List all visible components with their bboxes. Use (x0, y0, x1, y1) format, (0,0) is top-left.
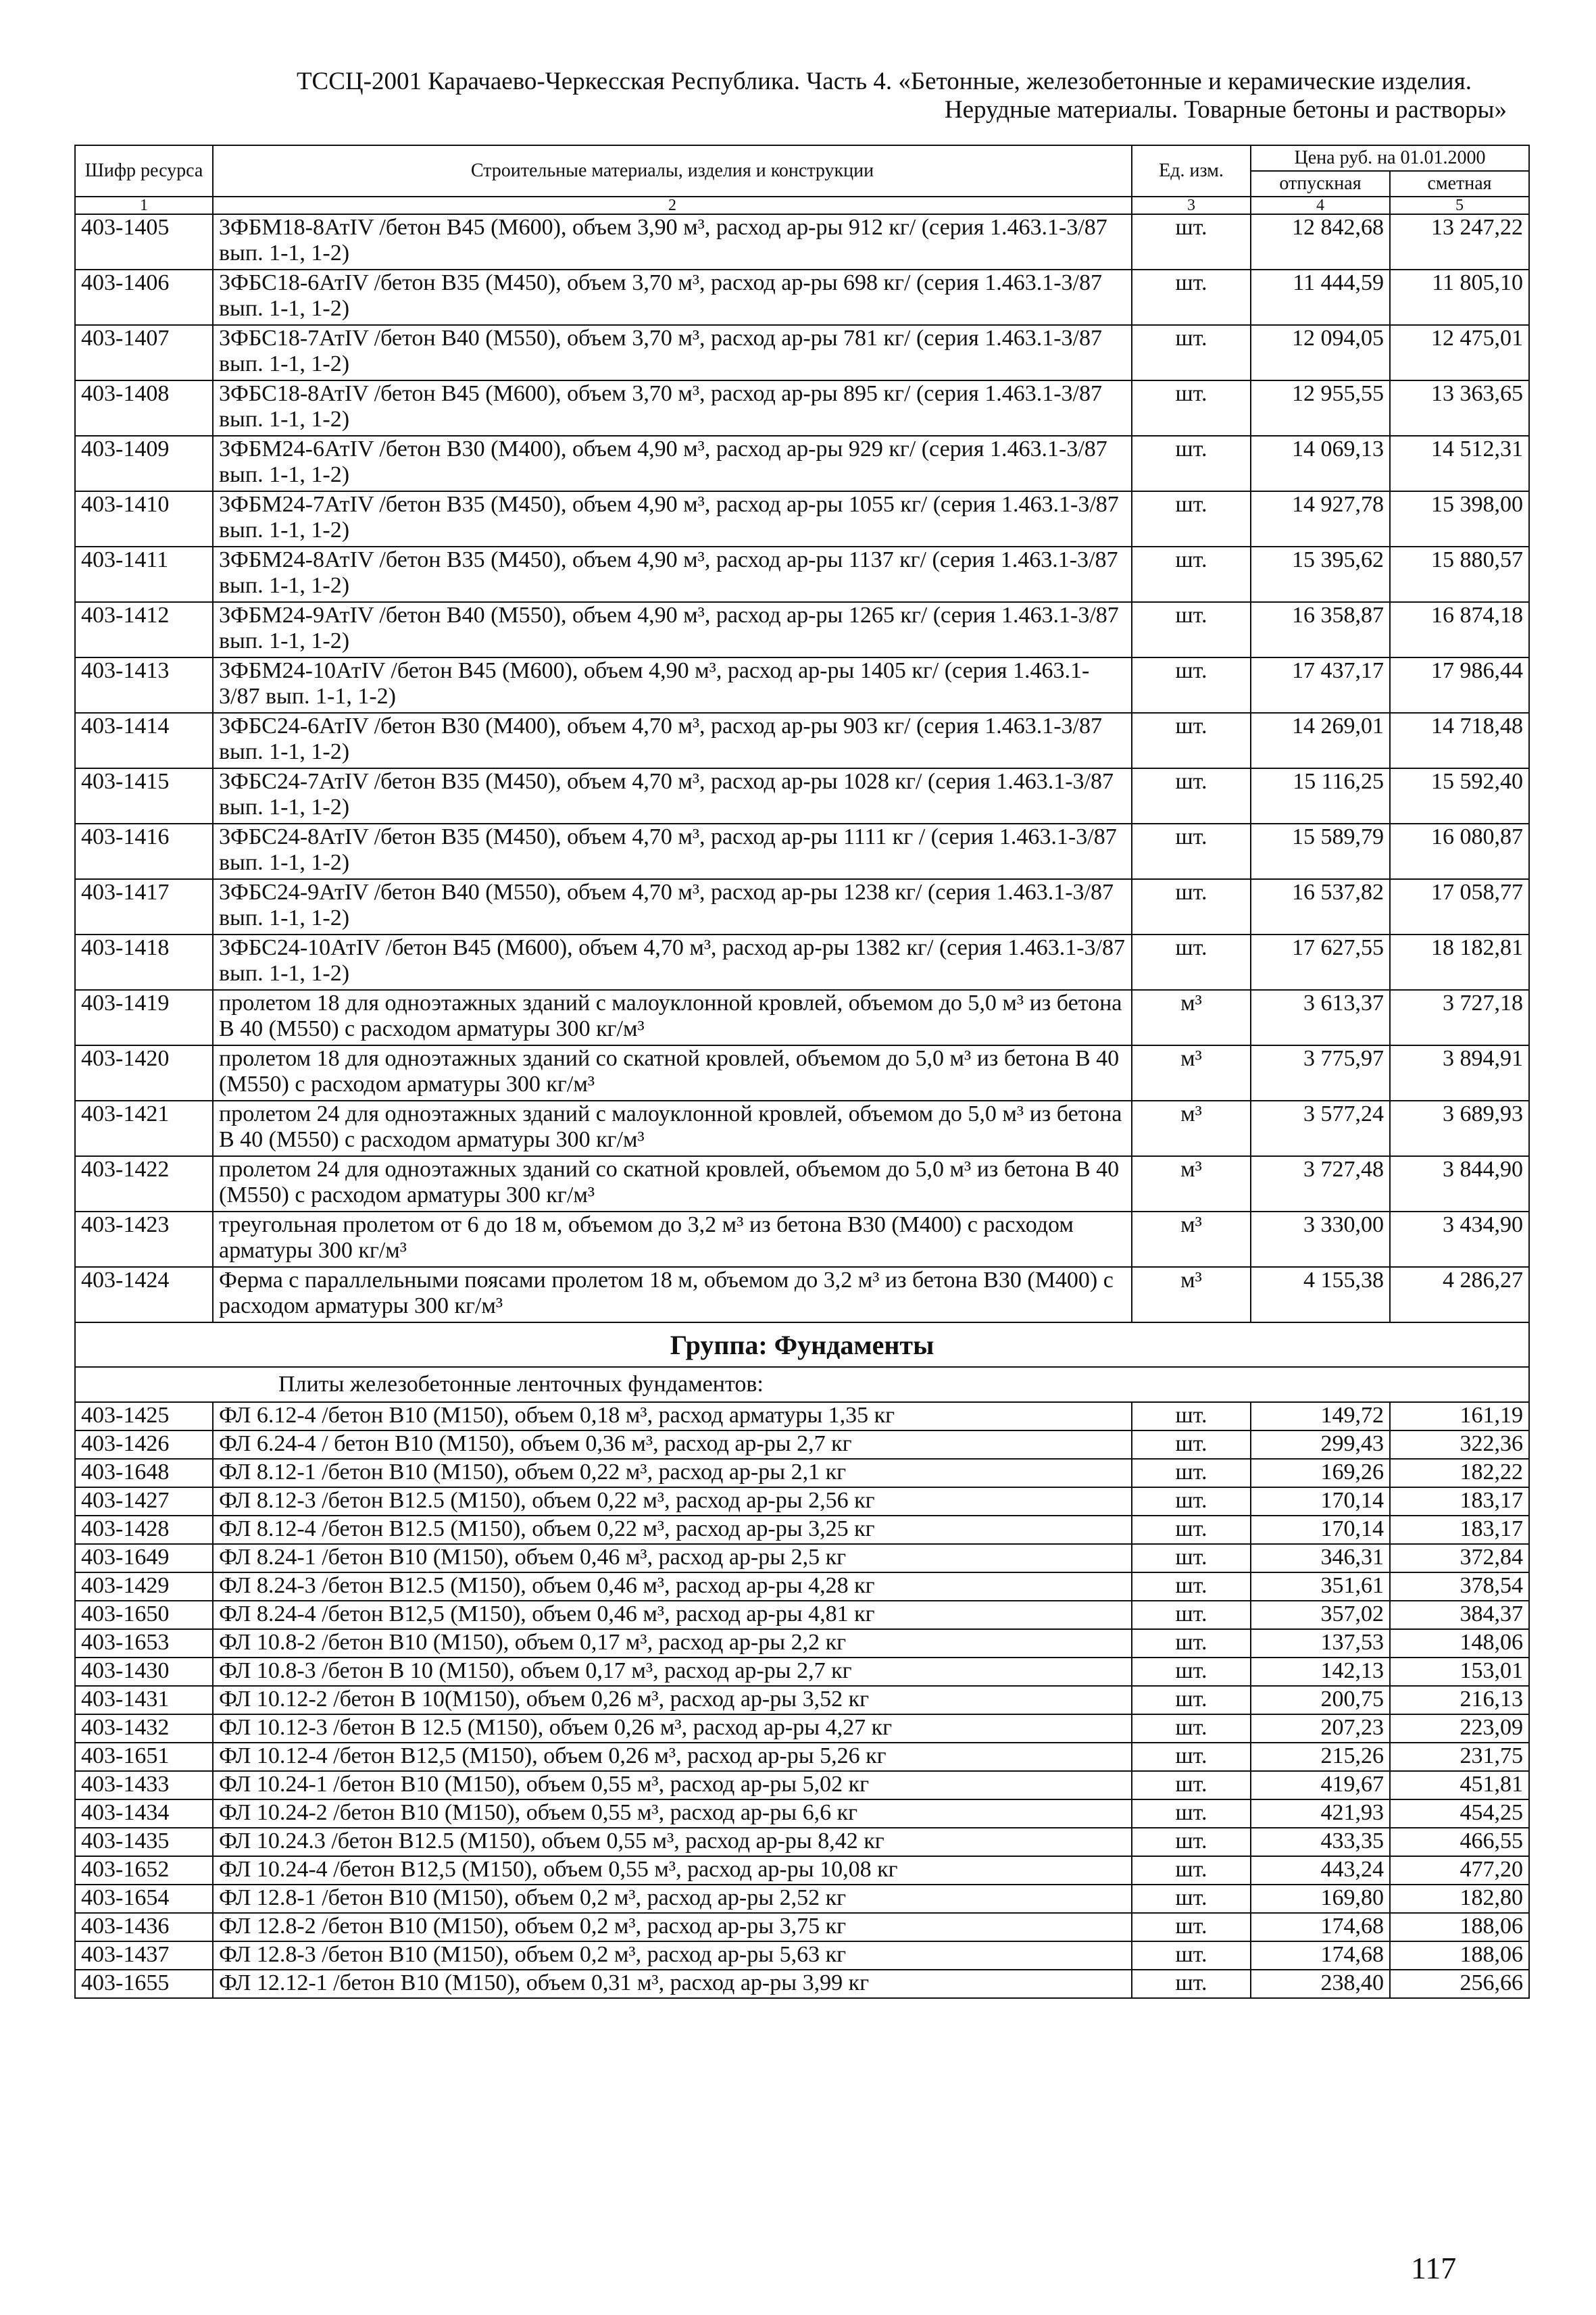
estimate-price: 148,06 (1390, 1629, 1529, 1658)
release-price: 16 537,82 (1251, 879, 1390, 935)
item-description: ФЛ 6.12-4 /бетон В10 (М150), объем 0,18 м³, расход арматуры 1,35 кг (213, 1402, 1132, 1430)
unit-cell: шт. (1132, 1771, 1251, 1799)
item-description: ФЛ 10.24.3 /бетон В12.5 (М150), объем 0,55 м³, расход ар-ры 8,42 кг (213, 1828, 1132, 1856)
table-row (75, 1771, 1529, 1799)
unit-cell: м³ (1132, 1156, 1251, 1212)
estimate-price: 14 512,31 (1390, 436, 1529, 491)
estimate-price: 4 286,27 (1390, 1267, 1529, 1322)
release-price: 207,23 (1251, 1714, 1390, 1743)
unit-cell: шт. (1132, 1459, 1251, 1487)
estimate-price: 17 986,44 (1390, 657, 1529, 713)
estimate-price: 15 398,00 (1390, 491, 1529, 547)
release-price: 15 395,62 (1251, 547, 1390, 602)
unit-cell: шт. (1132, 1402, 1251, 1430)
unit-cell: шт. (1132, 1430, 1251, 1459)
item-description: Ферма с параллельными поясами пролетом 18 м, объемом до 3,2 м³ из бетона В30 (М400) с расходом арматуры 300 кг/м³ (213, 1267, 1132, 1322)
estimate-price: 223,09 (1390, 1714, 1529, 1743)
release-price: 3 727,48 (1251, 1156, 1390, 1212)
estimate-price: 18 182,81 (1390, 935, 1529, 990)
subgroup-title: Плиты железобетонные ленточных фундаментов: (75, 1367, 1529, 1402)
estimate-price: 15 592,40 (1390, 768, 1529, 824)
resource-code: 403-1434 (75, 1799, 213, 1828)
resource-code: 403-1424 (75, 1267, 213, 1322)
table-row (75, 436, 1529, 491)
release-price: 419,67 (1251, 1771, 1390, 1799)
estimate-price: 183,17 (1390, 1516, 1529, 1544)
unit-cell: шт. (1132, 657, 1251, 713)
release-price: 3 330,00 (1251, 1212, 1390, 1267)
estimate-price: 12 475,01 (1390, 325, 1529, 380)
release-price: 346,31 (1251, 1544, 1390, 1572)
col-release-header: отпускная (1251, 171, 1390, 197)
release-price: 12 842,68 (1251, 214, 1390, 270)
item-description: ФЛ 6.24-4 / бетон В10 (М150), объем 0,36 м³, расход ар-ры 2,7 кг (213, 1430, 1132, 1459)
release-price: 433,35 (1251, 1828, 1390, 1856)
estimate-price: 256,66 (1390, 1970, 1529, 1998)
release-price: 15 116,25 (1251, 768, 1390, 824)
table-row (75, 1799, 1529, 1828)
resource-code: 403-1409 (75, 436, 213, 491)
unit-cell: шт. (1132, 1629, 1251, 1658)
table-row (75, 1743, 1529, 1771)
table-row (75, 1572, 1529, 1601)
resource-code: 403-1436 (75, 1913, 213, 1941)
group-title: Группа: Фундаменты (75, 1322, 1529, 1367)
table-row (75, 491, 1529, 547)
table-row (75, 1658, 1529, 1686)
unit-cell: шт. (1132, 547, 1251, 602)
resource-code: 403-1408 (75, 380, 213, 436)
group-row (75, 1322, 1529, 1367)
release-price: 3 613,37 (1251, 990, 1390, 1045)
estimate-price: 13 247,22 (1390, 214, 1529, 270)
item-description: 3ФБМ18-8АтIV /бетон В45 (М600), объем 3,90 м³, расход ар-ры 912 кг/ (серия 1.463.1-3/87 вып. 1-1, 1-2) (213, 214, 1132, 270)
item-description: ФЛ 8.12-3 /бетон В12.5 (М150), объем 0,22 м³, расход ар-ры 2,56 кг (213, 1487, 1132, 1516)
release-price: 142,13 (1251, 1658, 1390, 1686)
col-number: 2 (213, 197, 1132, 214)
unit-cell: шт. (1132, 1487, 1251, 1516)
item-description: ФЛ 12.8-2 /бетон В10 (М150), объем 0,2 м³, расход ар-ры 3,75 кг (213, 1913, 1132, 1941)
item-description: ФЛ 12.8-1 /бетон В10 (М150), объем 0,2 м³, расход ар-ры 2,52 кг (213, 1885, 1132, 1913)
table-row (75, 1101, 1529, 1156)
table-row (75, 824, 1529, 879)
item-description: пролетом 18 для одноэтажных зданий с малоуклонной кровлей, объемом до 5,0 м³ из бетона В 40 (М550) с расходом арматуры 300 кг/м³ (213, 990, 1132, 1045)
release-price: 16 358,87 (1251, 602, 1390, 657)
header-line-2: Нерудные материалы. Товарные бетоны и растворы» (944, 96, 1507, 124)
estimate-price: 153,01 (1390, 1658, 1529, 1686)
table-row (75, 380, 1529, 436)
estimate-price: 466,55 (1390, 1828, 1529, 1856)
page-number: 117 (1411, 2251, 1457, 2285)
item-description: пролетом 18 для одноэтажных зданий со скатной кровлей, объемом до 5,0 м³ из бетона В 40 (М550) с расходом арматуры 300 кг/м³ (213, 1045, 1132, 1101)
resource-code: 403-1648 (75, 1459, 213, 1487)
table-row (75, 1686, 1529, 1714)
col-estimate-header: сметная (1390, 171, 1529, 197)
unit-cell: м³ (1132, 1101, 1251, 1156)
resource-code: 403-1433 (75, 1771, 213, 1799)
item-description: 3ФБС24-7АтIV /бетон В35 (М450), объем 4,70 м³, расход ар-ры 1028 кг/ (серия 1.463.1-3/87 вып. 1-1, 1-2) (213, 768, 1132, 824)
estimate-price: 182,22 (1390, 1459, 1529, 1487)
resource-code: 403-1655 (75, 1970, 213, 1998)
table-row (75, 1629, 1529, 1658)
release-price: 351,61 (1251, 1572, 1390, 1601)
table-row (75, 1430, 1529, 1459)
estimate-price: 231,75 (1390, 1743, 1529, 1771)
estimate-price: 384,37 (1390, 1601, 1529, 1629)
unit-cell: шт. (1132, 1913, 1251, 1941)
resource-code: 403-1435 (75, 1828, 213, 1856)
release-price: 17 437,17 (1251, 657, 1390, 713)
resource-code: 403-1407 (75, 325, 213, 380)
resource-code: 403-1420 (75, 1045, 213, 1101)
item-description: ФЛ 10.8-2 /бетон В10 (М150), объем 0,17 м³, расход ар-ры 2,2 кг (213, 1629, 1132, 1658)
col-number: 3 (1132, 197, 1251, 214)
release-price: 200,75 (1251, 1686, 1390, 1714)
resource-code: 403-1415 (75, 768, 213, 824)
item-description: 3ФБС18-8АтIV /бетон В45 (М600), объем 3,70 м³, расход ар-ры 895 кг/ (серия 1.463.1-3/87 вып. 1-1, 1-2) (213, 380, 1132, 436)
unit-cell: шт. (1132, 1544, 1251, 1572)
item-description: 3ФБМ24-9АтIV /бетон В40 (М550), объем 4,90 м³, расход ар-ры 1265 кг/ (серия 1.463.1-3/87 вып. 1-1, 1-2) (213, 602, 1132, 657)
release-price: 169,26 (1251, 1459, 1390, 1487)
item-description: ФЛ 10.24-4 /бетон В12,5 (М150), объем 0,55 м³, расход ар-ры 10,08 кг (213, 1856, 1132, 1885)
estimate-price: 378,54 (1390, 1572, 1529, 1601)
resource-code: 403-1411 (75, 547, 213, 602)
table-row (75, 1885, 1529, 1913)
unit-cell: шт. (1132, 1856, 1251, 1885)
table-row (75, 1045, 1529, 1101)
unit-cell: шт. (1132, 270, 1251, 325)
table-row (75, 602, 1529, 657)
item-description: ФЛ 10.12-3 /бетон В 12.5 (М150), объем 0,26 м³, расход ар-ры 4,27 кг (213, 1714, 1132, 1743)
table-row (75, 1913, 1529, 1941)
table-row (75, 1402, 1529, 1430)
item-description: 3ФБС24-6АтIV /бетон В30 (М400), объем 4,70 м³, расход ар-ры 903 кг/ (серия 1.463.1-3/87 вып. 1-1, 1-2) (213, 713, 1132, 768)
release-price: 149,72 (1251, 1402, 1390, 1430)
col-number: 5 (1390, 197, 1529, 214)
table-row (75, 547, 1529, 602)
item-description: 3ФБС24-10АтIV /бетон В45 (М600), объем 4,70 м³, расход ар-ры 1382 кг/ (серия 1.463.1-3/87 вып. 1-1, 1-2) (213, 935, 1132, 990)
unit-cell: шт. (1132, 768, 1251, 824)
item-description: 3ФБС18-7АтIV /бетон В40 (М550), объем 3,70 м³, расход ар-ры 781 кг/ (серия 1.463.1-3/87 вып. 1-1, 1-2) (213, 325, 1132, 380)
unit-cell: шт. (1132, 1686, 1251, 1714)
item-description: 3ФБМ24-6АтIV /бетон В30 (М400), объем 4,90 м³, расход ар-ры 929 кг/ (серия 1.463.1-3/87 вып. 1-1, 1-2) (213, 436, 1132, 491)
resource-code: 403-1649 (75, 1544, 213, 1572)
estimate-price: 182,80 (1390, 1885, 1529, 1913)
item-description: 3ФБМ24-8АтIV /бетон В35 (М450), объем 4,90 м³, расход ар-ры 1137 кг/ (серия 1.463.1-3/87 вып. 1-1, 1-2) (213, 547, 1132, 602)
table-row (75, 214, 1529, 270)
resource-code: 403-1654 (75, 1885, 213, 1913)
estimate-price: 188,06 (1390, 1941, 1529, 1970)
release-price: 421,93 (1251, 1799, 1390, 1828)
item-description: ФЛ 12.8-3 /бетон В10 (М150), объем 0,2 м³, расход ар-ры 5,63 кг (213, 1941, 1132, 1970)
release-price: 3 775,97 (1251, 1045, 1390, 1101)
release-price: 299,43 (1251, 1430, 1390, 1459)
table-row (75, 1970, 1529, 1998)
resource-code: 403-1422 (75, 1156, 213, 1212)
release-price: 443,24 (1251, 1856, 1390, 1885)
unit-cell: м³ (1132, 1267, 1251, 1322)
resource-code: 403-1425 (75, 1402, 213, 1430)
table-row (75, 1459, 1529, 1487)
resource-code: 403-1650 (75, 1601, 213, 1629)
release-price: 169,80 (1251, 1885, 1390, 1913)
release-price: 17 627,55 (1251, 935, 1390, 990)
resource-code: 403-1430 (75, 1658, 213, 1686)
estimate-price: 451,81 (1390, 1771, 1529, 1799)
col-number: 1 (75, 197, 213, 214)
table-row (75, 1601, 1529, 1629)
item-description: 3ФБС18-6АтIV /бетон В35 (М450), объем 3,70 м³, расход ар-ры 698 кг/ (серия 1.463.1-3/87 вып. 1-1, 1-2) (213, 270, 1132, 325)
header-line-1: ТССЦ-2001 Карачаево-Черкесская Республика. Часть 4. «Бетонные, железобетонные и керамические изделия. (296, 68, 1472, 95)
item-description: ФЛ 8.12-1 /бетон В10 (М150), объем 0,22 м³, расход ар-ры 2,1 кг (213, 1459, 1132, 1487)
estimate-price: 3 844,90 (1390, 1156, 1529, 1212)
table-row (75, 1828, 1529, 1856)
table-row (75, 990, 1529, 1045)
unit-cell: шт. (1132, 1885, 1251, 1913)
table-row (75, 768, 1529, 824)
table-row (75, 1516, 1529, 1544)
item-description: ФЛ 8.12-4 /бетон В12.5 (М150), объем 0,22 м³, расход ар-ры 3,25 кг (213, 1516, 1132, 1544)
table-row (75, 1212, 1529, 1267)
unit-cell: шт. (1132, 713, 1251, 768)
resource-code: 403-1437 (75, 1941, 213, 1970)
resource-code: 403-1419 (75, 990, 213, 1045)
resource-code: 403-1428 (75, 1516, 213, 1544)
table-row (75, 879, 1529, 935)
unit-cell: шт. (1132, 1799, 1251, 1828)
resource-code: 403-1427 (75, 1487, 213, 1516)
resource-code: 403-1413 (75, 657, 213, 713)
unit-cell: шт. (1132, 824, 1251, 879)
estimate-price: 477,20 (1390, 1856, 1529, 1885)
item-description: 3ФБМ24-10АтIV /бетон В45 (М600), объем 4,90 м³, расход ар-ры 1405 кг/ (серия 1.463.1-3/87 вып. 1-1, 1-2) (213, 657, 1132, 713)
estimate-price: 188,06 (1390, 1913, 1529, 1941)
table-body-bottom (75, 1402, 1529, 1998)
release-price: 137,53 (1251, 1629, 1390, 1658)
resource-code: 403-1651 (75, 1743, 213, 1771)
release-price: 15 589,79 (1251, 824, 1390, 879)
unit-cell: шт. (1132, 214, 1251, 270)
release-price: 14 269,01 (1251, 713, 1390, 768)
unit-cell: шт. (1132, 1658, 1251, 1686)
unit-cell: шт. (1132, 602, 1251, 657)
col-code-header: Шифр ресурса (75, 145, 213, 197)
resource-code: 403-1432 (75, 1714, 213, 1743)
table-row (75, 325, 1529, 380)
estimate-price: 3 434,90 (1390, 1212, 1529, 1267)
table-row (75, 1487, 1529, 1516)
item-description: треугольная пролетом от 6 до 18 м, объемом до 3,2 м³ из бетона В30 (М400) с расходом арматуры 300 кг/м³ (213, 1212, 1132, 1267)
unit-cell: шт. (1132, 380, 1251, 436)
unit-cell: шт. (1132, 1516, 1251, 1544)
table-row (75, 1156, 1529, 1212)
estimate-price: 13 363,65 (1390, 380, 1529, 436)
resource-code: 403-1405 (75, 214, 213, 270)
estimate-price: 454,25 (1390, 1799, 1529, 1828)
estimate-price: 16 874,18 (1390, 602, 1529, 657)
table-row (75, 1714, 1529, 1743)
price-header: Цена руб. на 01.01.2000 (1251, 145, 1529, 171)
release-price: 3 577,24 (1251, 1101, 1390, 1156)
table-row (75, 1941, 1529, 1970)
estimate-price: 372,84 (1390, 1544, 1529, 1572)
resource-code: 403-1406 (75, 270, 213, 325)
item-description: ФЛ 12.12-1 /бетон В10 (М150), объем 0,31 м³, расход ар-ры 3,99 кг (213, 1970, 1132, 1998)
estimate-price: 216,13 (1390, 1686, 1529, 1714)
release-price: 11 444,59 (1251, 270, 1390, 325)
item-description: ФЛ 10.24-1 /бетон В10 (М150), объем 0,55 м³, расход ар-ры 5,02 кг (213, 1771, 1132, 1799)
col-unit-header: Ед. изм. (1132, 145, 1251, 197)
item-description: ФЛ 10.12-4 /бетон В12,5 (М150), объем 0,26 м³, расход ар-ры 5,26 кг (213, 1743, 1132, 1771)
unit-cell: шт. (1132, 879, 1251, 935)
unit-cell: шт. (1132, 1714, 1251, 1743)
table-row (75, 1856, 1529, 1885)
item-description: пролетом 24 для одноэтажных зданий с малоуклонной кровлей, объемом до 5,0 м³ из бетона В 40 (М550) с расходом арматуры 300 кг/м³ (213, 1101, 1132, 1156)
item-description: ФЛ 10.24-2 /бетон В10 (М150), объем 0,55 м³, расход ар-ры 6,6 кг (213, 1799, 1132, 1828)
estimate-price: 322,36 (1390, 1430, 1529, 1459)
table-body-top (75, 214, 1529, 1322)
release-price: 14 927,78 (1251, 491, 1390, 547)
unit-cell: шт. (1132, 1941, 1251, 1970)
item-description: 3ФБС24-8АтIV /бетон В35 (М450), объем 4,70 м³, расход ар-ры 1111 кг / (серия 1.463.1-3/87 вып. 1-1, 1-2) (213, 824, 1132, 879)
unit-cell: шт. (1132, 1572, 1251, 1601)
table-row (75, 1544, 1529, 1572)
unit-cell: шт. (1132, 935, 1251, 990)
estimate-price: 183,17 (1390, 1487, 1529, 1516)
estimate-price: 161,19 (1390, 1402, 1529, 1430)
estimate-price: 15 880,57 (1390, 547, 1529, 602)
resource-code: 403-1653 (75, 1629, 213, 1658)
release-price: 12 955,55 (1251, 380, 1390, 436)
release-price: 14 069,13 (1251, 436, 1390, 491)
table-row (75, 657, 1529, 713)
estimate-price: 3 689,93 (1390, 1101, 1529, 1156)
resource-code: 403-1412 (75, 602, 213, 657)
unit-cell: шт. (1132, 1970, 1251, 1998)
release-price: 174,68 (1251, 1913, 1390, 1941)
unit-cell: шт. (1132, 436, 1251, 491)
release-price: 215,26 (1251, 1743, 1390, 1771)
resource-code: 403-1414 (75, 713, 213, 768)
table-row (75, 270, 1529, 325)
unit-cell: м³ (1132, 990, 1251, 1045)
estimate-price: 3 727,18 (1390, 990, 1529, 1045)
unit-cell: шт. (1132, 1601, 1251, 1629)
resource-code: 403-1410 (75, 491, 213, 547)
item-description: 3ФБС24-9АтIV /бетон В40 (М550), объем 4,70 м³, расход ар-ры 1238 кг/ (серия 1.463.1-3/87 вып. 1-1, 1-2) (213, 879, 1132, 935)
release-price: 357,02 (1251, 1601, 1390, 1629)
item-description: ФЛ 8.24-3 /бетон В12.5 (М150), объем 0,46 м³, расход ар-ры 4,28 кг (213, 1572, 1132, 1601)
table-row (75, 935, 1529, 990)
page-header (74, 68, 1507, 124)
resource-code: 403-1652 (75, 1856, 213, 1885)
release-price: 4 155,38 (1251, 1267, 1390, 1322)
item-description: 3ФБМ24-7АтIV /бетон В35 (М450), объем 4,90 м³, расход ар-ры 1055 кг/ (серия 1.463.1-3/87 вып. 1-1, 1-2) (213, 491, 1132, 547)
unit-cell: шт. (1132, 1743, 1251, 1771)
unit-cell: шт. (1132, 1828, 1251, 1856)
col-desc-header: Строительные материалы, изделия и конструкции (213, 145, 1132, 197)
item-description: ФЛ 8.24-1 /бетон В10 (М150), объем 0,46 м³, расход ар-ры 2,5 кг (213, 1544, 1132, 1572)
item-description: ФЛ 10.8-3 /бетон В 10 (М150), объем 0,17 м³, расход ар-ры 2,7 кг (213, 1658, 1132, 1686)
estimate-price: 14 718,48 (1390, 713, 1529, 768)
resource-code: 403-1423 (75, 1212, 213, 1267)
estimate-price: 11 805,10 (1390, 270, 1529, 325)
unit-cell: шт. (1132, 491, 1251, 547)
col-number: 4 (1251, 197, 1390, 214)
resource-code: 403-1416 (75, 824, 213, 879)
unit-cell: м³ (1132, 1045, 1251, 1101)
table-row (75, 713, 1529, 768)
estimate-price: 3 894,91 (1390, 1045, 1529, 1101)
resource-code: 403-1418 (75, 935, 213, 990)
resource-code: 403-1417 (75, 879, 213, 935)
resource-code: 403-1426 (75, 1430, 213, 1459)
resource-code: 403-1431 (75, 1686, 213, 1714)
release-price: 170,14 (1251, 1487, 1390, 1516)
release-price: 174,68 (1251, 1941, 1390, 1970)
item-description: ФЛ 8.24-4 /бетон В12,5 (М150), объем 0,46 м³, расход ар-ры 4,81 кг (213, 1601, 1132, 1629)
resource-code: 403-1421 (75, 1101, 213, 1156)
release-price: 12 094,05 (1251, 325, 1390, 380)
resource-code: 403-1429 (75, 1572, 213, 1601)
item-description: ФЛ 10.12-2 /бетон В 10(М150), объем 0,26 м³, расход ар-ры 3,52 кг (213, 1686, 1132, 1714)
estimate-price: 17 058,77 (1390, 879, 1529, 935)
estimate-price: 16 080,87 (1390, 824, 1529, 879)
table-row (75, 1267, 1529, 1322)
subgroup-row (75, 1367, 1529, 1402)
price-table (74, 145, 1530, 1999)
item-description: пролетом 24 для одноэтажных зданий со скатной кровлей, объемом до 5,0 м³ из бетона В 40 (М550) с расходом арматуры 300 кг/м³ (213, 1156, 1132, 1212)
release-price: 170,14 (1251, 1516, 1390, 1544)
unit-cell: шт. (1132, 325, 1251, 380)
unit-cell: м³ (1132, 1212, 1251, 1267)
release-price: 238,40 (1251, 1970, 1390, 1998)
